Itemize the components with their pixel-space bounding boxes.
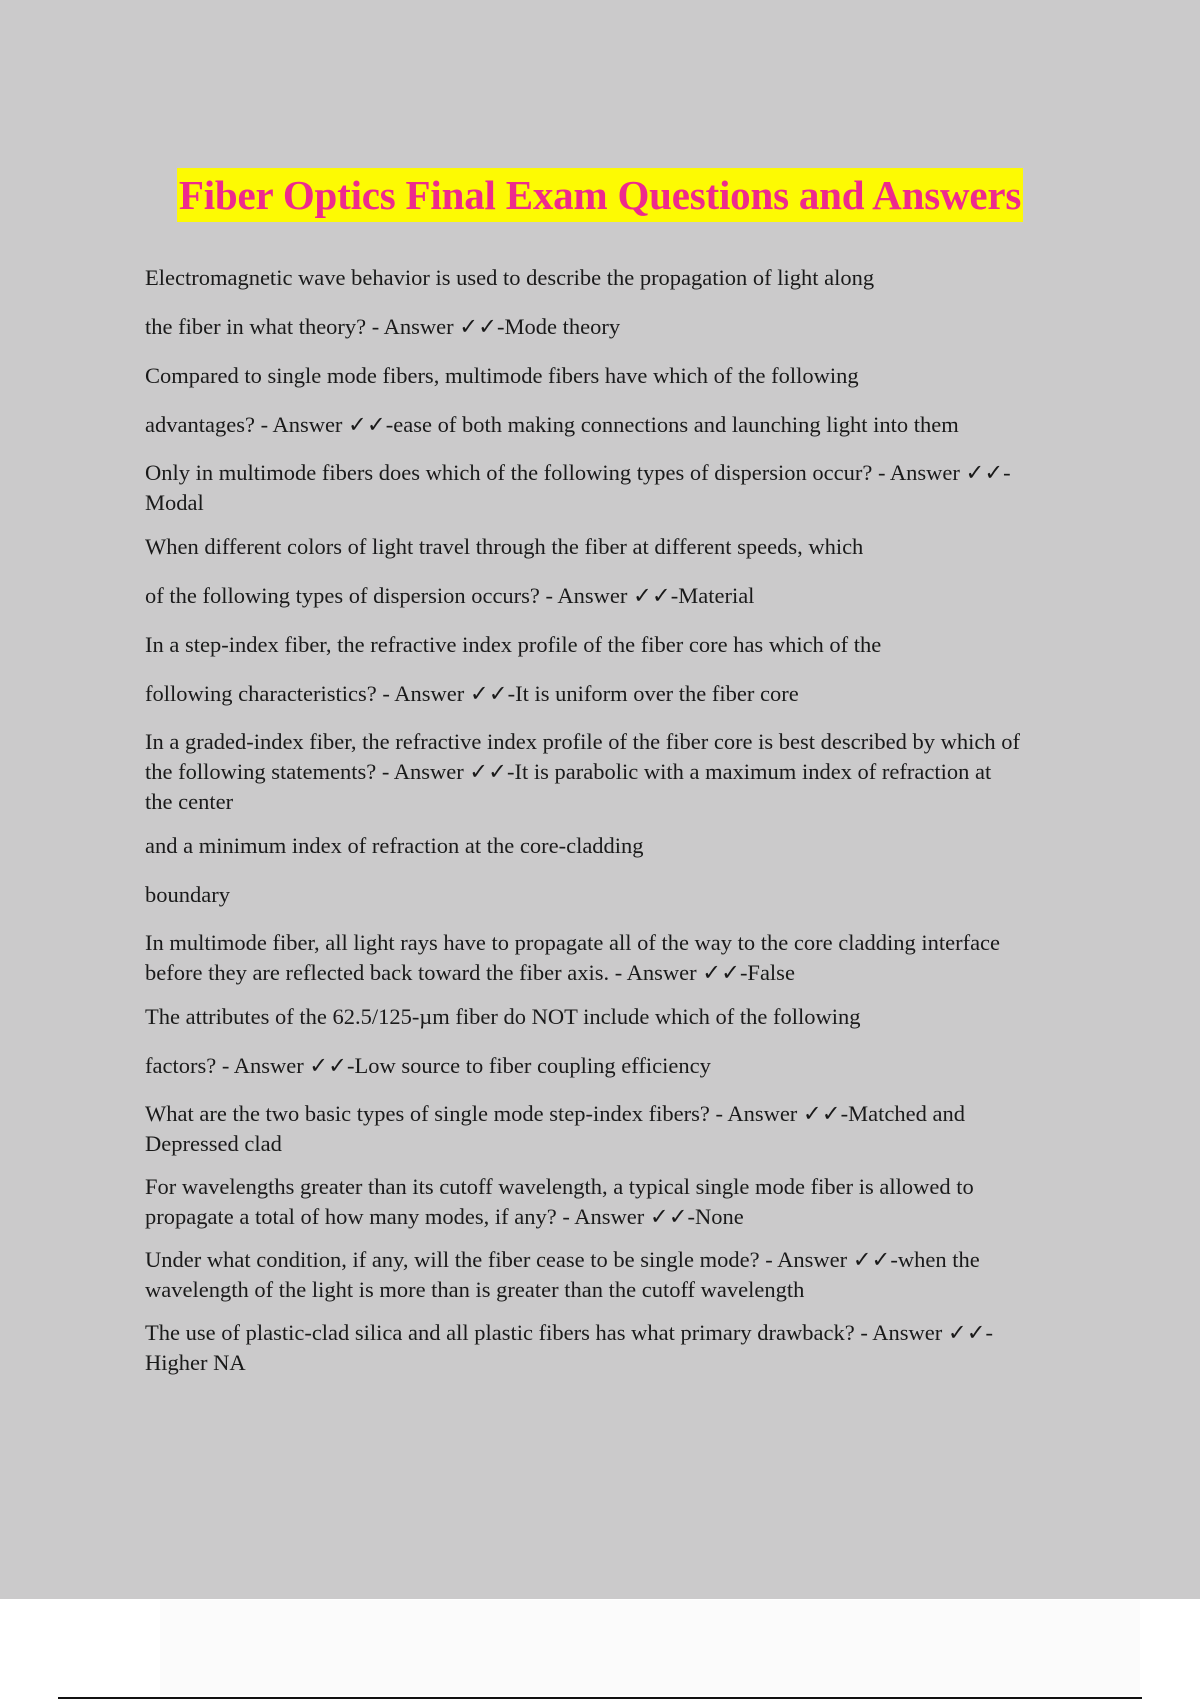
qa-line: before they are reflected back toward the fiber axis. - Answer ✓✓-False	[145, 960, 795, 985]
qa-line: The attributes of the 62.5/125-µm fiber do NOT include which of the following	[145, 1004, 861, 1029]
qa-line: Compared to single mode fibers, multimode fibers have which of the following	[145, 363, 859, 388]
qa-line: Under what condition, if any, will the fiber cease to be single mode? - Answer ✓✓-when the	[145, 1247, 980, 1272]
qa-content	[145, 262, 1095, 1391]
qa-line: advantages? - Answer ✓✓-ease of both making connections and launching light into them	[145, 412, 959, 437]
qa-line: of the following types of dispersion occurs? - Answer ✓✓-Material	[145, 583, 755, 608]
qa-line: Depressed clad	[145, 1131, 282, 1156]
qa-line: What are the two basic types of single mode step-index fibers? - Answer ✓✓-Matched and	[145, 1101, 965, 1126]
qa-line: For wavelengths greater than its cutoff wavelength, a typical single mode fiber is allowed to	[145, 1174, 974, 1199]
qa-paragraph-modal	[145, 458, 1095, 518]
qa-line: following characteristics? - Answer ✓✓-It is uniform over the fiber core	[145, 681, 799, 706]
document-title: Fiber Optics Final Exam Questions and Answers	[177, 168, 1023, 222]
qa-paragraph-plastic	[145, 1318, 1095, 1378]
qa-paragraph-condition	[145, 1245, 1095, 1305]
qa-line: propagate a total of how many modes, if any? - Answer ✓✓-None	[145, 1204, 744, 1229]
bottom-strip	[160, 1600, 1140, 1695]
qa-line: boundary	[145, 882, 230, 907]
qa-line: Electromagnetic wave behavior is used to describe the propagation of light along	[145, 265, 875, 290]
qa-line: the center	[145, 789, 234, 814]
title-container	[0, 168, 1200, 222]
qa-paragraph-graded-index	[145, 727, 1095, 817]
qa-line: the fiber in what theory? - Answer ✓✓-Mode theory	[145, 314, 621, 339]
qa-line: In multimode fiber, all light rays have to propagate all of the way to the core cladding interface	[145, 930, 1001, 955]
qa-line: In a graded-index fiber, the refractive index profile of the fiber core is best described by which of	[145, 729, 1020, 754]
qa-line: When different colors of light travel through the fiber at different speeds, which	[145, 534, 864, 559]
qa-line: factors? - Answer ✓✓-Low source to fiber coupling efficiency	[145, 1053, 711, 1078]
qa-line: Modal	[145, 490, 204, 515]
qa-line: and a minimum index of refraction at the core-cladding	[145, 833, 644, 858]
qa-line: The use of plastic-clad silica and all plastic fibers has what primary drawback? - Answer ✓✓-	[145, 1320, 994, 1345]
qa-line: the following statements? - Answer ✓✓-It is parabolic with a maximum index of refraction at	[145, 759, 992, 784]
qa-line: wavelength of the light is more than is greater than the cutoff wavelength	[145, 1277, 805, 1302]
qa-line: In a step-index fiber, the refractive index profile of the fiber core has which of the	[145, 632, 882, 657]
bottom-divider	[58, 1697, 1142, 1699]
qa-paragraph-multimode	[145, 928, 1095, 988]
qa-line: Higher NA	[145, 1350, 246, 1375]
qa-paragraph-wavelengths	[145, 1172, 1095, 1232]
qa-paragraph-two-types	[145, 1099, 1095, 1159]
qa-line: Only in multimode fibers does which of the following types of dispersion occur? - Answer ✓✓-	[145, 460, 1011, 485]
